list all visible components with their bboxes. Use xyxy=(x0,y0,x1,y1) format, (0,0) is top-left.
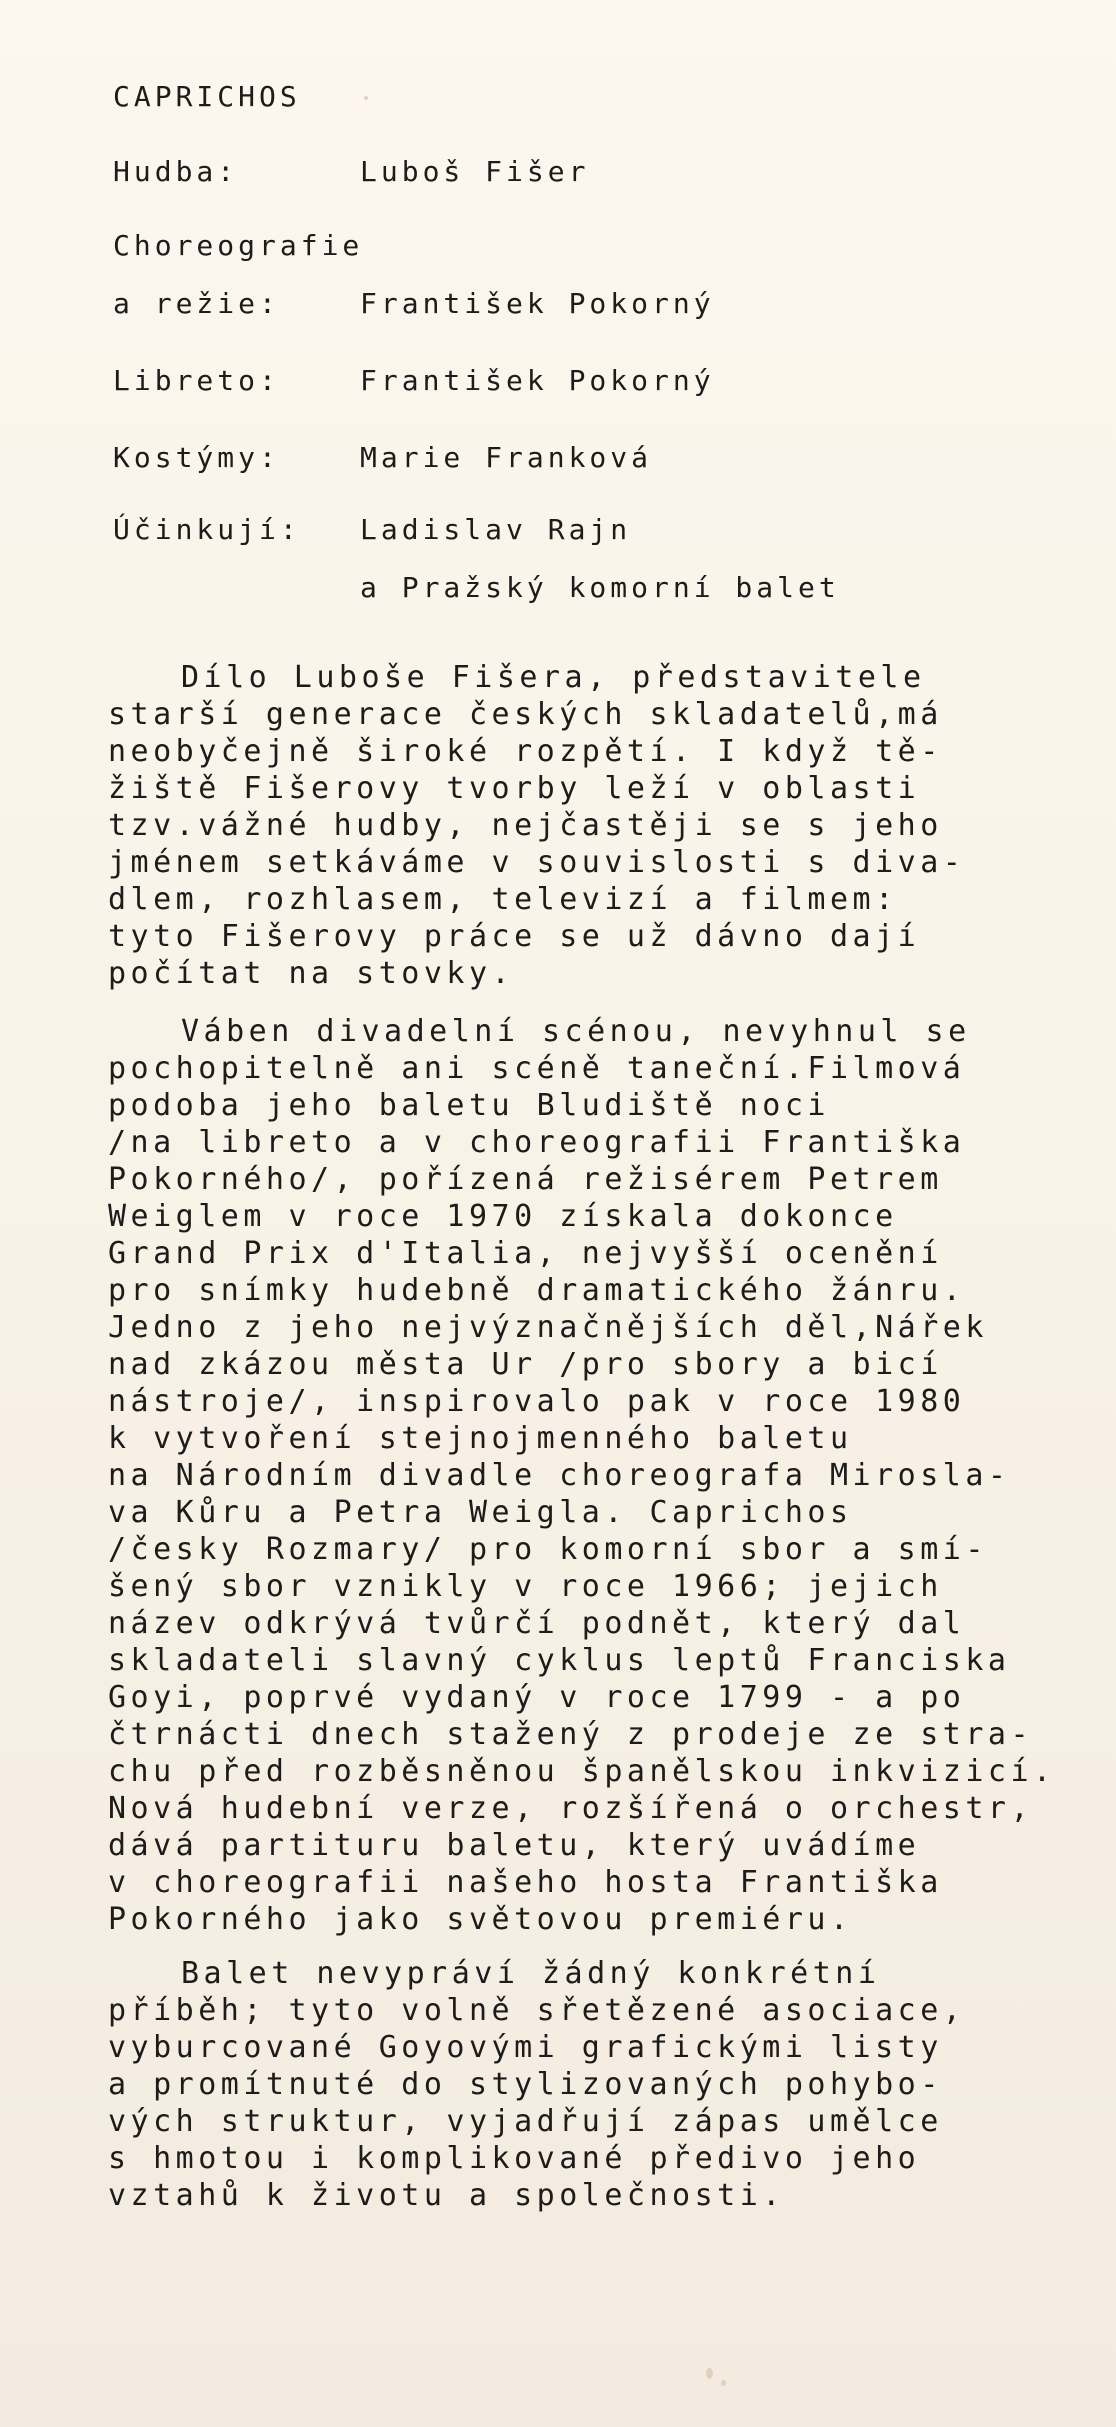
text-line: žiště Fišerovy tvorby leží v oblasti xyxy=(108,771,921,806)
text-line: tyto Fišerovy práce se už dávno dají xyxy=(108,919,921,954)
text-line: s hmotou i komplikované předivo jeho xyxy=(108,2141,921,2176)
text-line: skladateli slavný cyklus leptů Franciska xyxy=(108,1643,1011,1678)
text-line: /na libreto a v choreografii Františka xyxy=(108,1125,966,1160)
credit-label-direction: a režie: xyxy=(113,287,280,320)
text-line: Dílo Luboše Fišera, představitele xyxy=(181,660,926,695)
text-line: název odkrývá tvůrčí podnět, který dal xyxy=(108,1606,966,1641)
text-line: pochopitelně ani scéně taneční.Filmová xyxy=(108,1051,966,1086)
text-line: pro snímky hudebně dramatického žánru. xyxy=(108,1273,966,1308)
credit-value-direction: František Pokorný xyxy=(360,287,715,320)
paper-speck xyxy=(364,96,368,100)
text-line: dává partituru baletu, který uvádíme xyxy=(108,1828,921,1863)
text-line: k vytvoření stejnojmenného baletu xyxy=(108,1421,853,1456)
text-line: chu před rozběsněnou španělskou inkvizicí. xyxy=(108,1754,1056,1789)
text-line: nástroje/, inspirovalo pak v roce 1980 xyxy=(108,1384,966,1419)
credit-value-music: Luboš Fišer xyxy=(360,155,590,188)
text-line: vyburcované Goyovými grafickými listy xyxy=(108,2030,943,2065)
text-line: va Kůru a Petra Weigla. Caprichos xyxy=(108,1495,853,1530)
text-line: nad zkázou města Ur /pro sbory a bicí xyxy=(108,1347,943,1382)
credit-label-music: Hudba: xyxy=(113,155,239,188)
text-line: vých struktur, vyjadřují zápas umělce xyxy=(108,2104,943,2139)
text-line: Pokorného/, pořízená režisérem Petrem xyxy=(108,1162,943,1197)
text-line: neobyčejně široké rozpětí. I když tě- xyxy=(108,734,943,769)
text-line: jménem setkáváme v souvislosti s diva- xyxy=(108,845,966,880)
production-title: CAPRICHOS xyxy=(113,80,301,113)
credit-value-libretto: František Pokorný xyxy=(360,364,715,397)
text-line: starší generace českých skladatelů,má xyxy=(108,697,943,732)
text-line: Balet nevypráví žádný konkrétní xyxy=(181,1956,881,1991)
credit-value-performers-2: a Pražský komorní balet xyxy=(360,571,840,604)
text-line: v choreografii našeho hosta Františka xyxy=(108,1865,943,1900)
credit-label-performers: Účinkují: xyxy=(113,513,301,546)
text-line: vztahů k životu a společnosti. xyxy=(108,2178,785,2213)
credit-label-choreography: Choreografie xyxy=(113,229,364,262)
text-line: na Národním divadle choreografa Mirosla- xyxy=(108,1458,1011,1493)
credit-value-costumes: Marie Franková xyxy=(360,441,653,474)
text-line: podoba jeho baletu Bludiště noci xyxy=(108,1088,830,1123)
text-line: počítat na stovky. xyxy=(108,956,515,991)
text-line: příběh; tyto volně sřetězené asociace, xyxy=(108,1993,966,2028)
text-line: Nová hudební verze, rozšířená o orchestr, xyxy=(108,1791,1034,1826)
text-line: Goyi, poprvé vydaný v roce 1799 - a po xyxy=(108,1680,966,1715)
credit-label-costumes: Kostýmy: xyxy=(113,441,280,474)
paper-speck xyxy=(721,2380,726,2386)
text-line: čtrnácti dnech stažený z prodeje ze stra- xyxy=(108,1717,1034,1752)
text-line: Váben divadelní scénou, nevyhnul se xyxy=(181,1014,971,1049)
text-line: Jedno z jeho nejvýznačnějších děl,Nářek xyxy=(108,1310,988,1345)
text-line: Weiglem v roce 1970 získala dokonce xyxy=(108,1199,898,1234)
text-line: tzv.vážné hudby, nejčastěji se s jeho xyxy=(108,808,943,843)
text-line: dlem, rozhlasem, televizí a filmem: xyxy=(108,882,898,917)
text-line: šený sbor vznikly v roce 1966; jejich xyxy=(108,1569,943,1604)
text-line: /česky Rozmary/ pro komorní sbor a smí- xyxy=(108,1532,988,1567)
credit-label-libretto: Libreto: xyxy=(113,364,280,397)
credit-value-performers: Ladislav Rajn xyxy=(360,513,632,546)
paper-speck xyxy=(706,2368,713,2379)
text-line: Pokorného jako světovou premiéru. xyxy=(108,1902,853,1937)
text-line: a promítnuté do stylizovaných pohybo- xyxy=(108,2067,943,2102)
text-line: Grand Prix d'Italia, nejvyšší ocenění xyxy=(108,1236,943,1271)
